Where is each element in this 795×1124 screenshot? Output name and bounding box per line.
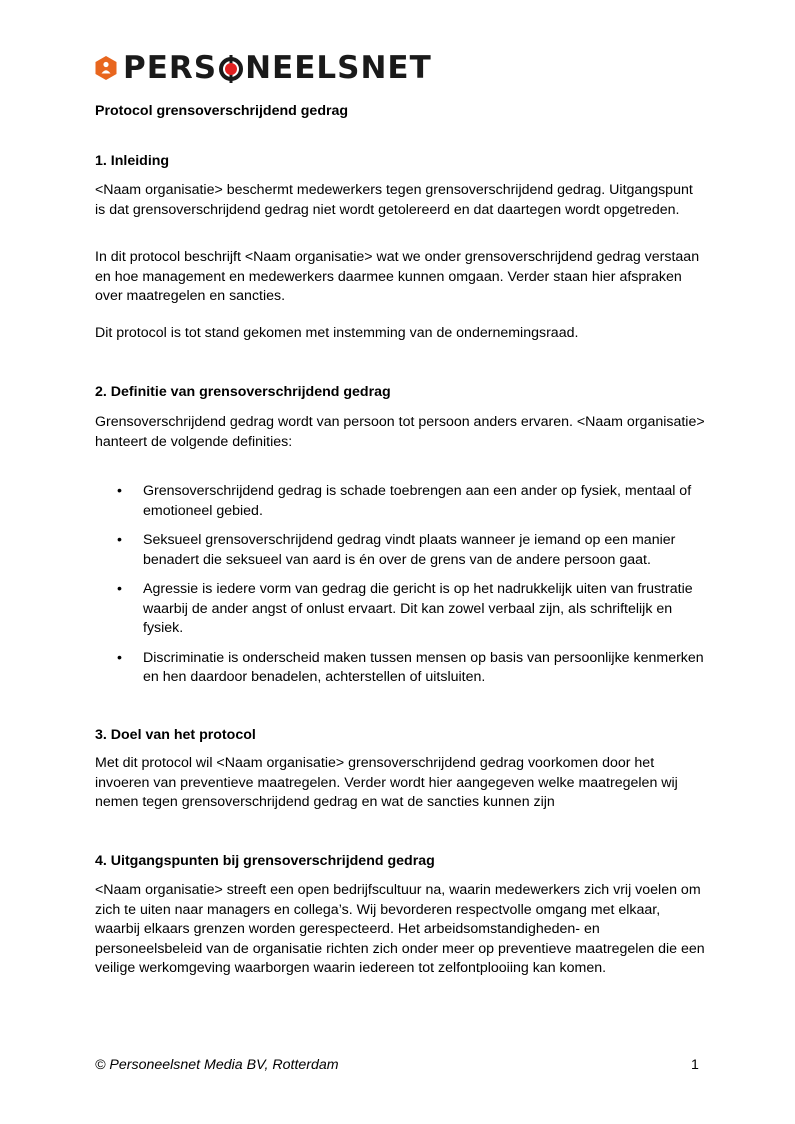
list-item-text: Grensoverschrijdend gedrag is schade toebrengen aan een ander op fysiek, mentaal of emotioneel gebied. (143, 483, 692, 519)
section-3-paragraph (95, 754, 705, 813)
bullet-icon: • (117, 649, 122, 666)
section-1-paragraph-3 (95, 324, 705, 344)
list-item (95, 482, 705, 521)
section-heading: 2. Definitie van grensoverschrijdend gedrag (95, 384, 391, 400)
paragraph: <Naam organisatie> streeft een open bedrijfscultuur na, waarin medewerkers zich vrij voelen om zich te uiten naar managers en collega’s. Wij bevorderen respectvolle omgang met elkaar, waarbij elkaars grenzen worden gerespecteerd. Het arbeidsomstandigheden- en personeelsbeleid van de organisatie richten zich onder meer op preventieve maatregelen die een veilige werkomgeving waarborgen waarin iedereen tot zelfontplooiing kan komen. (95, 882, 705, 976)
definitions-list (95, 482, 705, 688)
section-1-heading-block (95, 152, 705, 171)
logo-text-start: PERS (123, 49, 218, 86)
logo-text-end: NEELSNET (245, 49, 432, 86)
bullet-icon: • (117, 483, 122, 499)
list-item (95, 531, 705, 570)
list-item-text: Discriminatie is onderscheid maken tussen mensen op basis van persoonlijke kenmerken en hen daardoor benadelen, achterstellen of uitsluiten. (143, 649, 704, 685)
paragraph: In dit protocol beschrijft <Naam organisatie> wat we onder grensoverschrijdend gedrag verstaan en hoe management en medewerkers daarmee kunnen omgaan. Verder staan hier afspraken over maatregelen en sancties. (95, 249, 700, 304)
paragraph: <Naam organisatie> beschermt medewerkers tegen grensoverschrijdend gedrag. Uitgangspunt is dat grensoverschrijdend gedrag niet wordt getolereerd en dat daartegen wordt opgetreden. (95, 182, 693, 218)
page-number: 1 (691, 1057, 699, 1073)
paragraph: Met dit protocol wil <Naam organisatie> grensoverschrijdend gedrag voorkomen door het invoeren van preventieve maatregelen. Verder wordt hier aangegeven welke maatregelen wij nemen tegen grensoverschrijdend gedrag en wat de sancties kunnen zijn (95, 755, 678, 810)
section-1-paragraph-1 (95, 181, 705, 220)
target-o-icon (218, 55, 244, 83)
definitions-list-block (95, 482, 705, 698)
section-1-paragraph-2 (95, 248, 705, 307)
list-item-text: Seksueel grensoverschrijdend gedrag vindt plaats wanneer je iemand op een manier benadert die seksueel van aard is én over de grens van de andere persoon gaat. (143, 532, 676, 568)
paragraph: Dit protocol is tot stand gekomen met instemming van de ondernemingsraad. (95, 325, 579, 341)
section-4-paragraph (95, 881, 705, 979)
section-2-intro (95, 413, 705, 452)
logo-wordmark (123, 49, 432, 86)
section-3-heading-block (95, 726, 705, 745)
list-item (95, 649, 705, 688)
hexagon-person-icon (95, 56, 117, 80)
section-heading: 3. Doel van het protocol (95, 727, 256, 743)
list-item-text: Agressie is iedere vorm van gedrag die gericht is op het nadrukkelijk uiten van frustratie waarbij de ander angst of onlust ervaart. Dit kan zowel verbaal zijn, als schriftelijk en fysiek. (143, 581, 693, 636)
list-item (95, 580, 705, 639)
section-4-heading-block (95, 852, 705, 871)
footer-copyright: © Personeelsnet Media BV, Rotterdam (95, 1057, 339, 1073)
document-title: Protocol grensoverschrijdend gedrag (95, 103, 349, 119)
section-heading: 1. Inleiding (95, 153, 170, 169)
personeelsnet-logo (95, 50, 432, 86)
section-2-heading-block (95, 383, 705, 402)
paragraph: Grensoverschrijdend gedrag wordt van persoon tot persoon anders ervaren. <Naam organisatie> hanteert de volgende definities: (95, 414, 705, 450)
section-heading: 4. Uitgangspunten bij grensoverschrijdend gedrag (95, 853, 435, 869)
bullet-icon: • (117, 581, 122, 597)
bullet-icon: • (117, 532, 122, 548)
